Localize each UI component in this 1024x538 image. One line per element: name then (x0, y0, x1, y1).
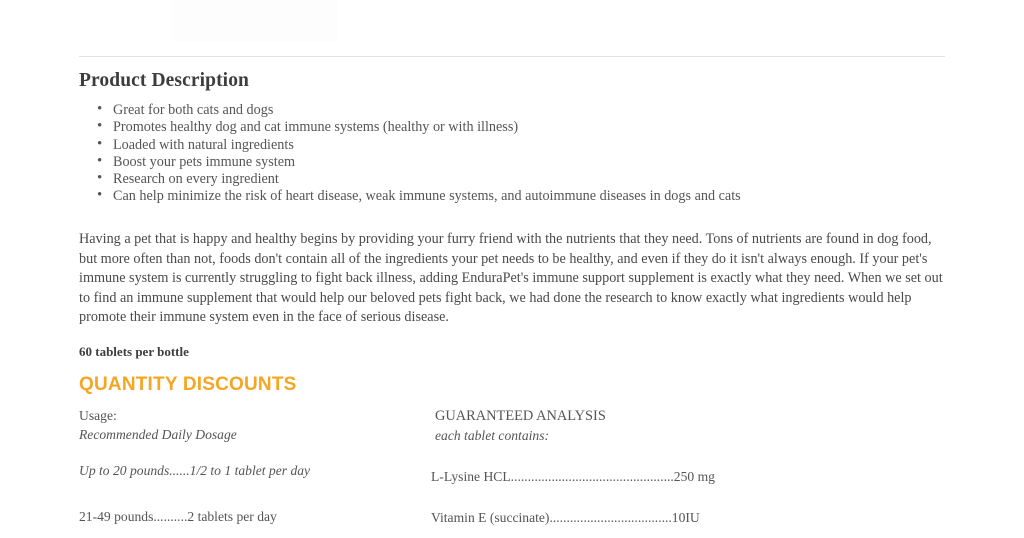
list-item: • Promotes healthy dog and cat immune systems (healthy or with illness) (97, 119, 947, 136)
feature-list (79, 102, 947, 205)
list-item: • Great for both cats and dogs (97, 102, 947, 119)
usage-column (79, 408, 429, 525)
usage-subtitle: Recommended Daily Dosage (79, 427, 237, 443)
analysis-item: Vitamin E (succinate)....................................10IU (431, 510, 700, 526)
description-paragraph: Having a pet that is happy and healthy begins by providing your furry friend with the nutrients that they need. Tons of nutrients are found in dog food, but more often than not, foods don't contain all of the ingredients your pet needs to be healthy, and even if they do it isn't always enough. If your pet's immune system is currently struggling to fight back illness, adding EnduraPet's immune support supplement is exactly what they need. When we set out to find an immune supplement that would help our beloved pets fight back, we had done the research to know exactly what ingredients would help promote their immune system even in the face of serious disease. (79, 231, 943, 325)
content-column (79, 70, 947, 538)
analysis-item: L-Lysine HCL................................................250 mg (431, 469, 715, 485)
dosage-line: 21-49 pounds..........2 tablets per day (79, 509, 277, 525)
usage-label: Usage: (79, 408, 117, 424)
guaranteed-analysis-title: GUARANTEED ANALYSIS (435, 408, 606, 425)
list-item: • Research on every ingredient (97, 171, 947, 188)
list-item: • Can help minimize the risk of heart disease, weak immune systems, and autoimmune diseases in dogs and cats (97, 188, 947, 205)
product-bottle-image (172, 0, 338, 42)
list-item: • Loaded with natural ingredients (97, 137, 947, 154)
dosage-line: Up to 20 pounds......1/2 to 1 tablet per day (79, 463, 311, 479)
page-title: Product Description (79, 70, 249, 91)
list-item: • Boost your pets immune system (97, 154, 947, 171)
usage-and-analysis (79, 408, 947, 538)
section-divider (79, 56, 945, 57)
guaranteed-analysis-subtitle: each tablet contains: (435, 428, 550, 444)
tablets-per-bottle: 60 tablets per bottle (79, 344, 189, 360)
product-image-area (0, 0, 1024, 44)
quantity-discounts-heading: QUANTITY DISCOUNTS (79, 374, 297, 396)
guaranteed-analysis-column (431, 408, 851, 526)
